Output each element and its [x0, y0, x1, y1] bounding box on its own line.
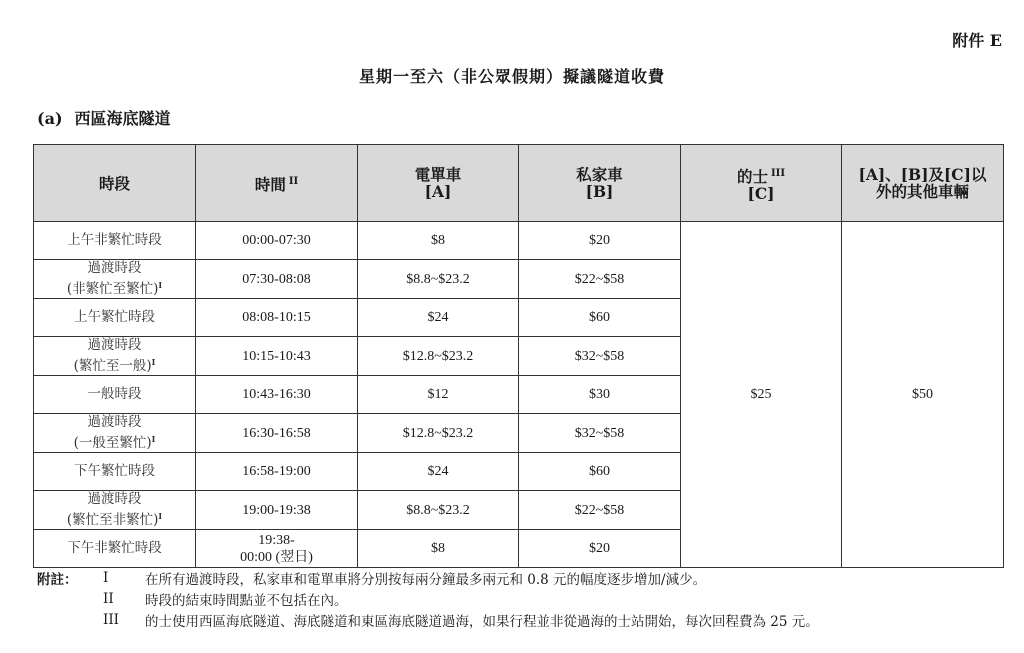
time-cell: 19:38- 00:00 (翌日) [196, 530, 358, 568]
time-cell: 08:08-10:15 [196, 299, 358, 337]
time-cell: 10:15-10:43 [196, 337, 358, 376]
time-cell: 16:58-19:00 [196, 453, 358, 491]
toll-table [33, 144, 1004, 568]
period-cell: 過渡時段 (非繁忙至繁忙)$^I$ [34, 260, 196, 299]
annex-label: 附件 E [952, 31, 1002, 50]
section-name: 西區海底隧道 [74, 109, 171, 128]
period-cell: 上午繁忙時段 [34, 299, 196, 337]
footnote-text: 時段的結束時間點並不包括在內。 [145, 592, 348, 609]
period-cell: 過渡時段 (繁忙至非繁忙)$^I$ [34, 491, 196, 530]
period-cell: 一般時段 [34, 376, 196, 414]
header-taxi: 的士 $^{III}$ [C] [681, 145, 842, 222]
footnote-text: 的士使用西區海底隧道、海底隧道和東區海底隧道過海，如果行程並非從過海的士站開始，每次回程費為 25 元。 [145, 613, 819, 630]
motorcycle-fee-cell: $12.8~$23.2 [358, 337, 519, 376]
private-car-fee-cell: $20 [519, 530, 681, 568]
section-heading [37, 106, 171, 129]
motorcycle-fee-cell: $8.8~$23.2 [358, 491, 519, 530]
time-cell: 00:00-07:30 [196, 222, 358, 260]
motorcycle-fee-cell: $24 [358, 453, 519, 491]
taxi-fee-cell: $25 [681, 222, 842, 568]
private-car-fee-cell: $22~$58 [519, 260, 681, 299]
page-title: 星期一至六（非公眾假期）擬議隧道收費 [358, 67, 665, 86]
time-cell: 16:30-16:58 [196, 414, 358, 453]
time-cell: 07:30-08:08 [196, 260, 358, 299]
header-private-car: 私家車 [B] [519, 145, 681, 222]
footnote-mark: I [103, 569, 109, 586]
time-cell: 19:00-19:38 [196, 491, 358, 530]
motorcycle-fee-cell: $8 [358, 222, 519, 260]
table-row [34, 222, 1004, 260]
period-cell: 過渡時段 (一般至繁忙)$^I$ [34, 414, 196, 453]
period-cell: 下午非繁忙時段 [34, 530, 196, 568]
footnotes [37, 567, 819, 630]
private-car-fee-cell: $20 [519, 222, 681, 260]
footnote-mark: III [103, 611, 119, 628]
header-other-vehicles: [A]、[B]及[C]以 外的其他車輛 [842, 145, 1004, 222]
footnote-mark: II [103, 590, 114, 607]
footnote-label: 附註： [37, 571, 78, 588]
period-cell: 下午繁忙時段 [34, 453, 196, 491]
other-vehicles-fee-cell: $50 [842, 222, 1004, 568]
motorcycle-fee-cell: $24 [358, 299, 519, 337]
motorcycle-fee-cell: $12 [358, 376, 519, 414]
private-car-fee-cell: $60 [519, 453, 681, 491]
private-car-fee-cell: $60 [519, 299, 681, 337]
header-taxi-note: III [770, 167, 786, 179]
header-period: 時段 [34, 145, 196, 222]
private-car-fee-cell: $32~$58 [519, 414, 681, 453]
header-time: 時間 $^{II}$ [196, 145, 358, 222]
motorcycle-fee-cell: $8 [358, 530, 519, 568]
motorcycle-fee-cell: $8.8~$23.2 [358, 260, 519, 299]
footnote-row [37, 588, 819, 609]
private-car-fee-cell: $30 [519, 376, 681, 414]
time-cell: 10:43-16:30 [196, 376, 358, 414]
footnote-text: 在所有過渡時段，私家車和電單車將分別按每兩分鐘最多兩元和 0.8 元的幅度逐步增加/減少。 [145, 571, 707, 588]
footnote-row [37, 567, 819, 588]
table-header-row [34, 145, 1004, 222]
footnote-row [37, 609, 819, 630]
private-car-fee-cell: $32~$58 [519, 337, 681, 376]
motorcycle-fee-cell: $12.8~$23.2 [358, 414, 519, 453]
period-cell: 上午非繁忙時段 [34, 222, 196, 260]
header-motorcycle: 電單車 [A] [358, 145, 519, 222]
private-car-fee-cell: $22~$58 [519, 491, 681, 530]
section-number: (a) [37, 109, 63, 128]
period-cell: 過渡時段 (繁忙至一般)$^I$ [34, 337, 196, 376]
header-time-note: II [288, 176, 299, 187]
